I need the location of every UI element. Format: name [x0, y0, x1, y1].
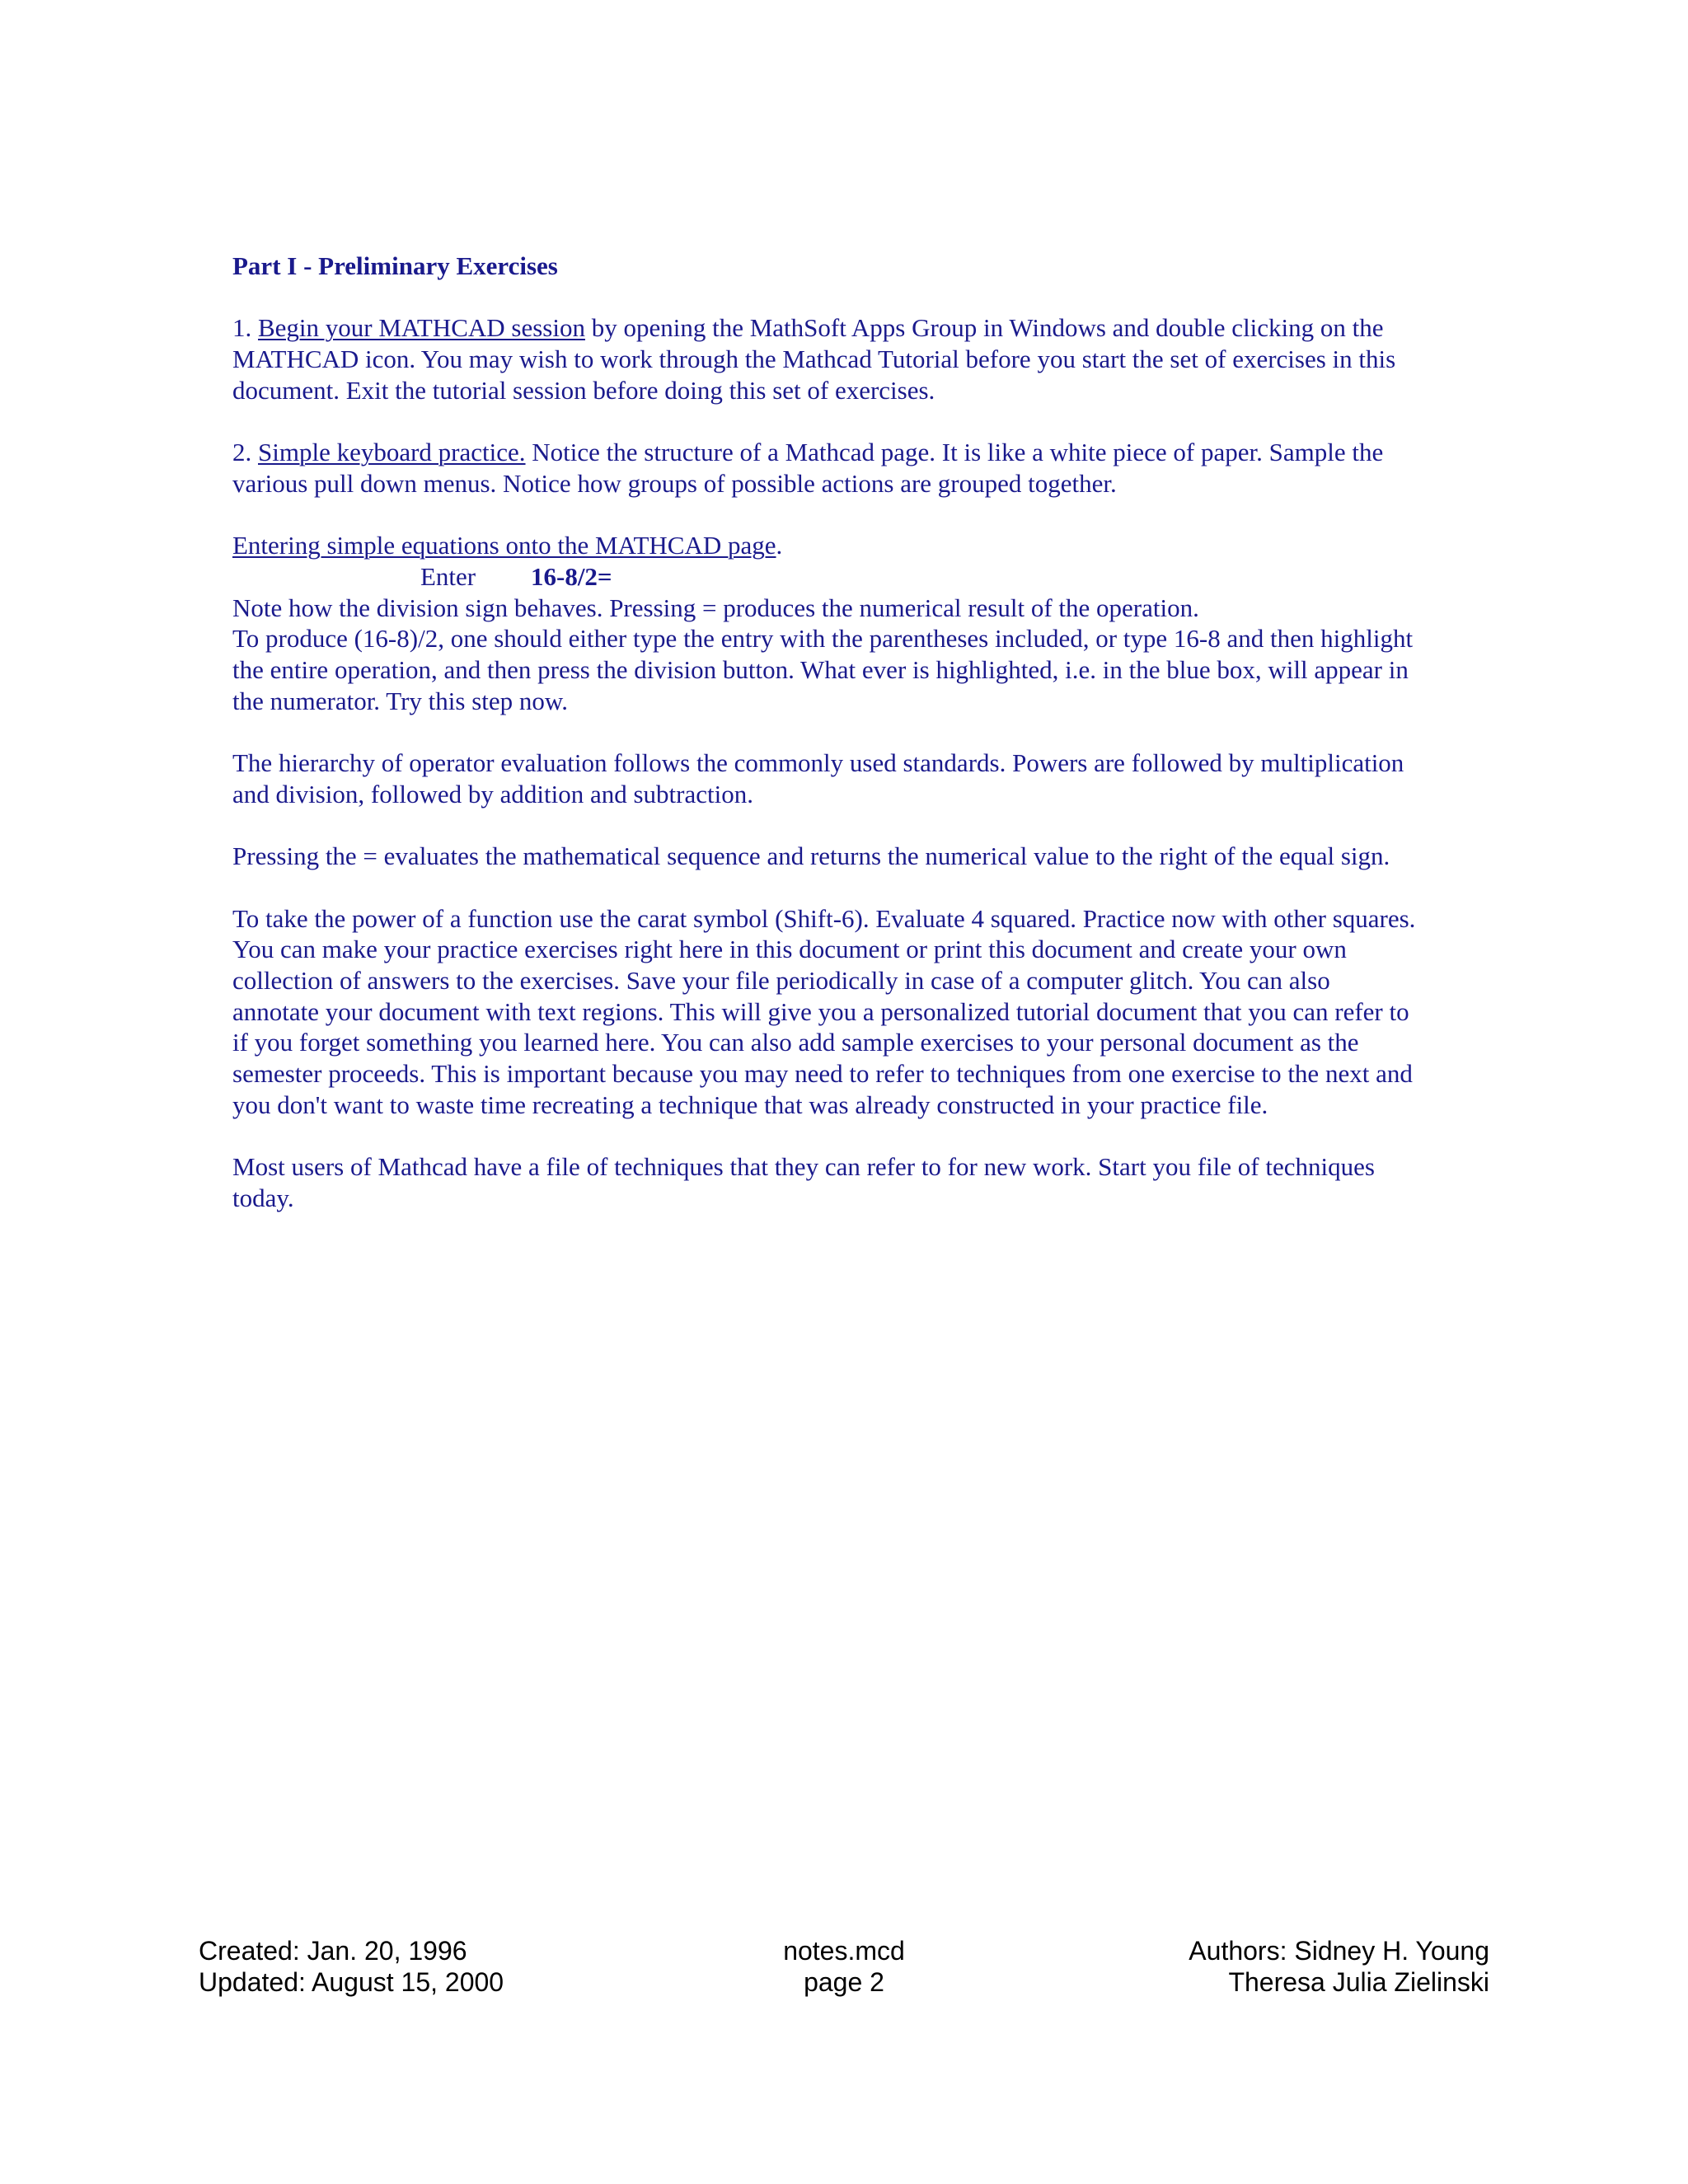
paragraph-2 — [232, 437, 1419, 499]
enter-expression: 16-8/2= — [531, 561, 612, 591]
begin-session-link[interactable]: Begin your MATHCAD session — [258, 313, 585, 343]
paragraph-2-text: Notice the structure of a Mathcad page. It is like a white piece of paper. Sample the various pull down menus. Notice how groups of possible actions are grouped together. — [232, 438, 1384, 498]
paragraph-techniques: Most users of Mathcad have a file of techniques that they can refer to for new work. Start you file of techniques today. — [232, 1152, 1375, 1212]
footer-file-info — [679, 1935, 1009, 1998]
page-number: page 2 — [804, 1967, 884, 1997]
paragraph-equals: Pressing the = evaluates the mathematical sequence and returns the numerical value to the right of the equal sign. — [232, 841, 1390, 871]
enter-instruction — [232, 561, 1419, 593]
section-heading: Part I - Preliminary Exercises — [232, 251, 558, 280]
paragraph-power: To take the power of a function use the carat symbol (Shift-6). Evaluate 4 squared. Practice now with other squares. You can make your practice exercises right here in this document or print this document and create your own collection of answers to the exercises. Save your file periodically in case of a computer glitch. You can also annotate your document with text regions. This will give you a personalized tutorial document that you can refer to if you forget something you learned here. You can also add sample exercises to your personal document as the semester proceeds. This is important because you may need to refer to techniques from one exercise to the next and you don't want to waste time recreating a technique that was already constructed in your practice file. — [232, 903, 1416, 1119]
footer-authors — [1189, 1935, 1489, 1998]
paragraph-3-heading — [232, 530, 1419, 561]
paragraph-hierarchy: The hierarchy of operator evaluation follows the commonly used standards. Powers are followed by multiplication and division, followed by addition and subtraction. — [232, 748, 1404, 808]
parentheses-note: To produce (16-8)/2, one should either type the entry with the parentheses included, or type 16-8 and then highlight the entire operation, and then press the division button. What ever is highlighted, i.e. in the blue box, will appear in the numerator. Try this step now. — [232, 624, 1414, 715]
paragraph-1 — [232, 312, 1419, 405]
paragraph-1-number: 1. — [232, 313, 258, 343]
entering-equations-link[interactable]: Entering simple equations onto the MATHCAD page — [232, 531, 776, 560]
enter-label: Enter — [420, 561, 476, 591]
keyboard-practice-link[interactable]: Simple keyboard practice. — [258, 438, 526, 467]
author-line-2: Theresa Julia Zielinski — [1228, 1967, 1489, 1997]
created-date: Created: Jan. 20, 1996 — [199, 1936, 467, 1966]
paragraph-2-number: 2. — [232, 438, 258, 467]
footer-dates — [199, 1935, 504, 1998]
paragraph-1-text: by opening the MathSoft Apps Group in Windows and double clicking on the MATHCAD icon. You may wish to work through the Mathcad Tutorial before you start the set of exercises in this document. Exit the tutorial session before doing this set of exercises. — [232, 313, 1396, 405]
file-name: notes.mcd — [783, 1936, 905, 1966]
paragraph-3-tail: . — [776, 531, 783, 560]
author-line-1: Authors: Sidney H. Young — [1189, 1936, 1489, 1966]
updated-date: Updated: August 15, 2000 — [199, 1967, 504, 1997]
division-note: Note how the division sign behaves. Pressing = produces the numerical result of the operation. — [232, 593, 1199, 622]
document-body — [232, 251, 1419, 1244]
